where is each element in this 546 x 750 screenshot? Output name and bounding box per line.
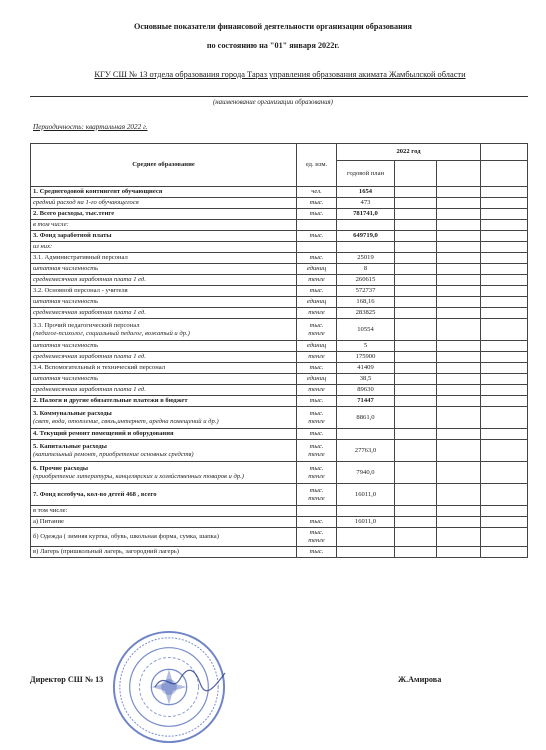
- row-label-text: а) Питание: [33, 518, 64, 525]
- row-value: 283825: [337, 308, 395, 319]
- row-empty-cell: [481, 253, 528, 264]
- table-row: [31, 187, 528, 198]
- row-label-note: (приобретение литературы, канцелярских и хозяйственных товаров и др.): [33, 472, 244, 480]
- row-unit-text: тыс.: [309, 254, 324, 261]
- row-label-text: 1. Среднегодовой контингент обучающиеся: [33, 188, 163, 195]
- row-unit-text: тыс.: [309, 397, 324, 404]
- row-label-text: штатная численность: [33, 375, 99, 382]
- row-label-text: в том числе:: [33, 507, 68, 514]
- row-label: [31, 385, 297, 396]
- header-empty: [437, 161, 481, 187]
- row-label: [31, 374, 297, 385]
- row-label-text: 3. Коммунальные расходы: [33, 409, 112, 417]
- row-label-text: из них:: [33, 243, 53, 250]
- row-unit: [297, 462, 337, 484]
- row-label-text: среднемесячная заработная плата 1 ед.: [33, 386, 146, 393]
- header-plan: годовой план: [337, 161, 395, 187]
- header-year: 2022 год: [337, 144, 481, 161]
- row-empty-cell: [437, 275, 481, 286]
- row-label-note: (капительный ремонт, приобретение основных средств): [33, 450, 194, 458]
- table-row: [31, 528, 528, 547]
- row-label-text: среднемесячная заработная плата 1 ед.: [33, 353, 146, 360]
- table-row: [31, 297, 528, 308]
- row-label: [31, 363, 297, 374]
- row-label-text: в) Лагерь (пришкольный лагерь, загородний лагерь): [33, 548, 179, 555]
- header-main: Среднее образование: [31, 144, 297, 187]
- table-row: [31, 220, 528, 231]
- row-empty-cell: [395, 341, 437, 352]
- row-value: 38,5: [337, 374, 395, 385]
- row-empty-cell: [395, 308, 437, 319]
- row-empty-cell: [437, 363, 481, 374]
- row-empty-cell: [481, 396, 528, 407]
- organization-underline: [30, 96, 528, 97]
- row-empty-cell: [437, 484, 481, 506]
- row-empty-cell: [395, 297, 437, 308]
- row-unit-text: тыс.: [309, 464, 324, 472]
- row-unit: [297, 547, 337, 558]
- row-empty-cell: [437, 297, 481, 308]
- row-unit: [297, 385, 337, 396]
- header-empty: [395, 161, 437, 187]
- row-unit: [297, 275, 337, 286]
- row-empty-cell: [395, 506, 437, 517]
- row-unit-text: тенге: [308, 309, 325, 316]
- row-value: 168,16: [337, 297, 395, 308]
- row-empty-cell: [481, 440, 528, 462]
- row-unit-text: тыс.: [309, 529, 324, 536]
- row-empty-cell: [395, 187, 437, 198]
- row-empty-cell: [481, 374, 528, 385]
- row-label: [31, 231, 297, 242]
- row-unit-text: единиц: [306, 375, 327, 382]
- row-empty-cell: [481, 275, 528, 286]
- row-empty-cell: [437, 396, 481, 407]
- row-value: 89630: [337, 385, 395, 396]
- row-empty-cell: [481, 187, 528, 198]
- row-label: [31, 187, 297, 198]
- row-value: [337, 528, 395, 547]
- row-value: 1654: [337, 187, 395, 198]
- row-empty-cell: [395, 231, 437, 242]
- row-unit-text-2: тенге: [308, 494, 325, 502]
- periodicity: Периодичность: квартальная 2022 г.: [33, 123, 148, 131]
- row-value: 8861,0: [337, 407, 395, 429]
- row-empty-cell: [395, 429, 437, 440]
- row-unit-text: тыс.: [309, 364, 324, 371]
- financial-table: [30, 143, 528, 558]
- table-row: [31, 429, 528, 440]
- row-value: 781741,0: [337, 209, 395, 220]
- row-empty-cell: [437, 374, 481, 385]
- row-empty-cell: [395, 407, 437, 429]
- row-unit: [297, 506, 337, 517]
- organization-name: КГУ СШ № 13 отдела образования города Тараз управления образования акимата Жамбылской области: [94, 70, 466, 79]
- row-empty-cell: [437, 352, 481, 363]
- table-row: [31, 231, 528, 242]
- row-label-text: 2. Налоги и другие обязательные платежи в бюджет: [33, 397, 188, 404]
- row-label-text: 4. Текущий ремонт помещений и оборудования: [33, 430, 174, 437]
- row-empty-cell: [481, 341, 528, 352]
- row-value: 41409: [337, 363, 395, 374]
- row-unit: [297, 528, 337, 547]
- row-unit-text: тыс.: [309, 442, 324, 450]
- row-value: 7940,0: [337, 462, 395, 484]
- table-row: [31, 385, 528, 396]
- row-unit: [297, 396, 337, 407]
- table-row: [31, 275, 528, 286]
- row-empty-cell: [437, 231, 481, 242]
- table-row: [31, 517, 528, 528]
- row-empty-cell: [481, 462, 528, 484]
- row-unit: [297, 308, 337, 319]
- row-label: [31, 198, 297, 209]
- row-empty-cell: [481, 286, 528, 297]
- table-row: [31, 506, 528, 517]
- row-empty-cell: [437, 198, 481, 209]
- row-unit: [297, 297, 337, 308]
- row-value: 27763,0: [337, 440, 395, 462]
- row-empty-cell: [481, 385, 528, 396]
- table-row: [31, 341, 528, 352]
- row-label: [31, 352, 297, 363]
- document-title: Основные показатели финансовой деятельности организации образования: [133, 22, 412, 31]
- row-label: [31, 209, 297, 220]
- director-label: Директор СШ № 13: [30, 675, 104, 684]
- row-unit: [297, 209, 337, 220]
- row-empty-cell: [481, 517, 528, 528]
- row-label: [31, 528, 297, 547]
- row-label: [31, 462, 297, 484]
- row-unit: [297, 264, 337, 275]
- row-empty-cell: [481, 352, 528, 363]
- table-row: [31, 374, 528, 385]
- row-empty-cell: [395, 253, 437, 264]
- row-empty-cell: [395, 319, 437, 341]
- row-empty-cell: [395, 275, 437, 286]
- row-unit: [297, 319, 337, 341]
- row-label-text: штатная численность: [33, 342, 99, 349]
- row-label: [31, 517, 297, 528]
- row-empty-cell: [437, 242, 481, 253]
- row-label-text: 6. Прочие расходы: [33, 464, 89, 472]
- row-empty-cell: [437, 341, 481, 352]
- row-label-text: 3.4. Вспомогательный и технический персонал: [33, 364, 166, 371]
- row-label: [31, 308, 297, 319]
- row-value: [337, 429, 395, 440]
- row-empty-cell: [481, 297, 528, 308]
- row-unit-text: единиц: [306, 342, 327, 349]
- row-empty-cell: [395, 264, 437, 275]
- row-unit: [297, 374, 337, 385]
- row-unit-text: тенге: [308, 353, 325, 360]
- row-empty-cell: [481, 484, 528, 506]
- row-label: [31, 220, 297, 231]
- row-label: [31, 253, 297, 264]
- row-empty-cell: [437, 264, 481, 275]
- row-value: [337, 242, 395, 253]
- row-empty-cell: [437, 547, 481, 558]
- row-empty-cell: [395, 385, 437, 396]
- row-label: [31, 297, 297, 308]
- row-empty-cell: [437, 209, 481, 220]
- row-empty-cell: [395, 286, 437, 297]
- row-unit: [297, 352, 337, 363]
- table-row: [31, 407, 528, 429]
- table-row: [31, 440, 528, 462]
- row-empty-cell: [481, 198, 528, 209]
- row-unit: [297, 231, 337, 242]
- row-value: 260615: [337, 275, 395, 286]
- document-date: по состоянию на "01" января 2022г.: [206, 41, 340, 50]
- table-row: [31, 396, 528, 407]
- table-row: [31, 264, 528, 275]
- row-empty-cell: [395, 396, 437, 407]
- row-unit: [297, 242, 337, 253]
- table-row: [31, 198, 528, 209]
- row-unit-text-2: тенге: [308, 417, 325, 425]
- row-unit-text: тыс.: [309, 199, 324, 206]
- row-unit-text-2: тенге: [308, 329, 325, 337]
- row-empty-cell: [481, 242, 528, 253]
- row-empty-cell: [437, 385, 481, 396]
- row-unit-text: чел.: [311, 188, 322, 195]
- row-label-text: среднемесячная заработная плата 1 ед.: [33, 276, 146, 283]
- row-value: 16011,0: [337, 517, 395, 528]
- row-label-note: (свет, вода, отопление, связь,интернет, аредна помещений и др.): [33, 417, 219, 425]
- row-value: 8: [337, 264, 395, 275]
- row-unit: [297, 286, 337, 297]
- row-empty-cell: [395, 220, 437, 231]
- table-row: [31, 352, 528, 363]
- row-empty-cell: [481, 407, 528, 429]
- row-label-text: 5. Капитальные расходы: [33, 442, 107, 450]
- row-empty-cell: [395, 440, 437, 462]
- row-label-text: 2. Всего расходы, тыс.тенге: [33, 210, 115, 217]
- row-unit-text: тыс.: [309, 548, 324, 555]
- row-unit-text: тыс.: [309, 287, 324, 294]
- row-label: [31, 286, 297, 297]
- row-value: 572737: [337, 286, 395, 297]
- row-empty-cell: [395, 374, 437, 385]
- row-unit-text: тыс.: [309, 518, 324, 525]
- row-value: 473: [337, 198, 395, 209]
- row-empty-cell: [437, 187, 481, 198]
- row-label-text: б) Одежда ( зимняя куртка, обувь, школьная форма, сумка, шапка): [33, 533, 219, 540]
- row-label-text: 3. Фонд заработной платы: [33, 232, 112, 239]
- row-unit-text: единиц: [306, 265, 327, 272]
- row-unit: [297, 187, 337, 198]
- row-label-text: штатная численность: [33, 265, 99, 272]
- table-row: [31, 242, 528, 253]
- row-value: [337, 506, 395, 517]
- row-empty-cell: [437, 462, 481, 484]
- table-row: [31, 286, 528, 297]
- row-unit: [297, 440, 337, 462]
- header-empty: [481, 144, 528, 161]
- row-value: [337, 547, 395, 558]
- row-value: 25019: [337, 253, 395, 264]
- row-value: 16011,0: [337, 484, 395, 506]
- row-unit: [297, 517, 337, 528]
- row-value: 5: [337, 341, 395, 352]
- row-unit-text-2: тенге: [308, 450, 325, 458]
- table-row: [31, 253, 528, 264]
- row-label: [31, 319, 297, 341]
- row-unit: [297, 253, 337, 264]
- row-label: [31, 547, 297, 558]
- row-unit-text: тенге: [308, 386, 325, 393]
- row-empty-cell: [395, 462, 437, 484]
- row-unit-text: тыс.: [309, 409, 324, 417]
- director-name: Ж.Амирова: [398, 675, 442, 684]
- row-empty-cell: [481, 363, 528, 374]
- row-unit: [297, 363, 337, 374]
- header-empty: [481, 161, 528, 187]
- row-label: [31, 407, 297, 429]
- row-unit: [297, 407, 337, 429]
- row-label: [31, 484, 297, 506]
- row-unit: [297, 429, 337, 440]
- table-row: [31, 308, 528, 319]
- row-label: [31, 396, 297, 407]
- row-unit: [297, 484, 337, 506]
- row-empty-cell: [481, 429, 528, 440]
- row-value: 71447: [337, 396, 395, 407]
- row-label-note: (педагог-психолог, социальный педагог, вожатый и др.): [33, 329, 190, 337]
- signature-icon: [150, 665, 230, 695]
- row-empty-cell: [437, 429, 481, 440]
- row-empty-cell: [437, 440, 481, 462]
- row-label: [31, 429, 297, 440]
- row-empty-cell: [481, 547, 528, 558]
- row-label-text: 3.3. Прочий педагогический персонал: [33, 321, 140, 329]
- row-unit-text: тыс.: [309, 210, 324, 217]
- row-value: 175900: [337, 352, 395, 363]
- table-row: [31, 319, 528, 341]
- row-label-text: 3.2. Основной персонал - учителя: [33, 287, 128, 294]
- row-empty-cell: [437, 253, 481, 264]
- row-unit-text: тыс.: [309, 430, 324, 437]
- row-label-text: средний расход на 1-го обучающегося: [33, 199, 139, 206]
- row-label: [31, 264, 297, 275]
- row-value: 10554: [337, 319, 395, 341]
- table-header-row: [31, 144, 528, 161]
- row-empty-cell: [481, 264, 528, 275]
- table-row: [31, 484, 528, 506]
- row-unit: [297, 220, 337, 231]
- row-label-text: штатная численность: [33, 298, 99, 305]
- row-label: [31, 242, 297, 253]
- row-unit: [297, 198, 337, 209]
- row-empty-cell: [437, 319, 481, 341]
- table-row: [31, 547, 528, 558]
- row-empty-cell: [481, 319, 528, 341]
- header-unit: ед. изм.: [297, 144, 337, 187]
- row-empty-cell: [437, 286, 481, 297]
- row-unit-text: единиц: [306, 298, 327, 305]
- row-unit-text: тенге: [308, 276, 325, 283]
- row-empty-cell: [437, 517, 481, 528]
- row-empty-cell: [395, 352, 437, 363]
- table-row: [31, 209, 528, 220]
- row-empty-cell: [395, 517, 437, 528]
- row-empty-cell: [437, 220, 481, 231]
- row-value: [337, 220, 395, 231]
- row-label: [31, 506, 297, 517]
- row-unit: [297, 341, 337, 352]
- row-empty-cell: [437, 407, 481, 429]
- row-unit-text-2: тенге: [308, 472, 325, 480]
- row-label: [31, 275, 297, 286]
- table-row: [31, 363, 528, 374]
- row-empty-cell: [395, 547, 437, 558]
- row-empty-cell: [481, 506, 528, 517]
- row-unit-text: тыс.: [309, 486, 324, 494]
- row-empty-cell: [395, 209, 437, 220]
- row-empty-cell: [481, 220, 528, 231]
- row-empty-cell: [481, 308, 528, 319]
- table-row: [31, 462, 528, 484]
- row-unit-text-2: тенге: [308, 537, 325, 544]
- row-empty-cell: [395, 484, 437, 506]
- row-unit-text: тыс.: [309, 232, 324, 239]
- row-label-text: среднемесячная заработная плата 1 ед.: [33, 309, 146, 316]
- row-label-text: 7. Фонд всеобуча, кол-во детей 468 , всего: [33, 490, 157, 498]
- row-empty-cell: [437, 528, 481, 547]
- row-unit-text: тыс.: [309, 321, 324, 329]
- row-empty-cell: [395, 242, 437, 253]
- row-empty-cell: [395, 363, 437, 374]
- organization-caption: (наименование организации образования): [213, 99, 333, 106]
- row-empty-cell: [437, 308, 481, 319]
- row-label-text: в том числе:: [33, 221, 69, 228]
- row-empty-cell: [481, 209, 528, 220]
- row-label-text: 3.1. Административный персонал: [33, 254, 128, 261]
- row-empty-cell: [481, 231, 528, 242]
- row-empty-cell: [437, 506, 481, 517]
- row-value: 649719,0: [337, 231, 395, 242]
- row-empty-cell: [395, 528, 437, 547]
- row-empty-cell: [395, 198, 437, 209]
- row-empty-cell: [481, 528, 528, 547]
- row-label: [31, 341, 297, 352]
- row-label: [31, 440, 297, 462]
